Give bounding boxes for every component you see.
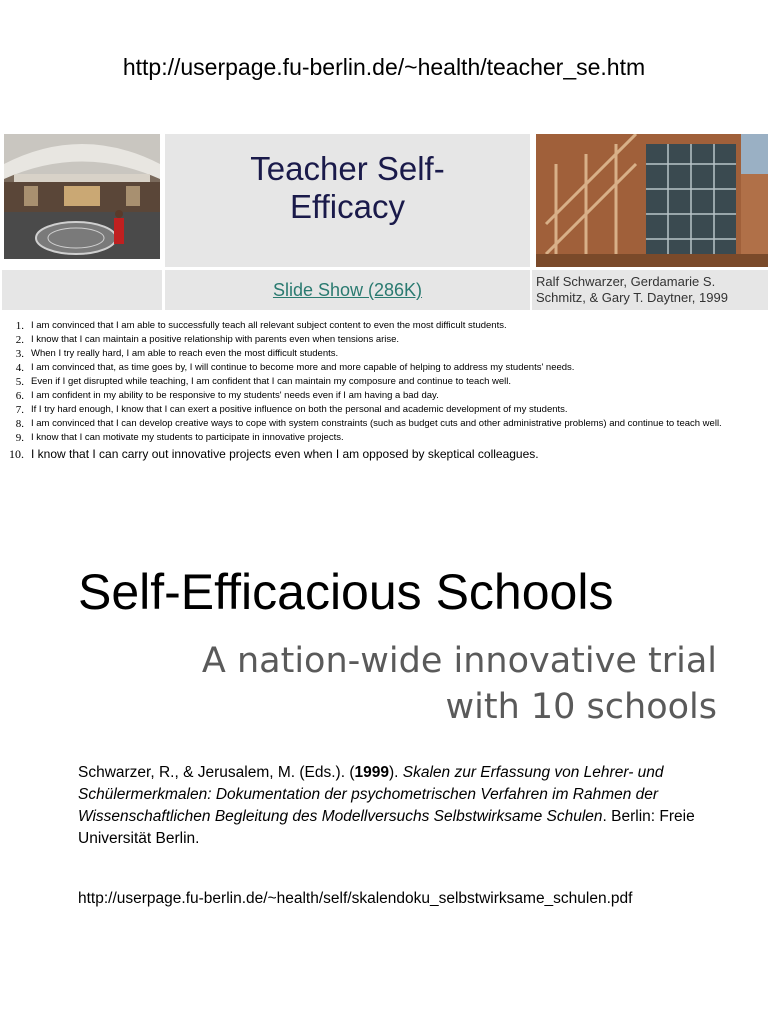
- top-url[interactable]: http://userpage.fu-berlin.de/~health/teacher_se.htm: [122, 54, 646, 80]
- item-number: 5.: [15, 376, 24, 388]
- list-item: [0, 347, 768, 361]
- scale-items-list: [0, 319, 768, 463]
- slide-show-link[interactable]: Slide Show (286K): [272, 280, 423, 300]
- item-number: 2.: [15, 334, 24, 346]
- item-number: 4.: [15, 362, 24, 374]
- item-number: 9.: [15, 432, 24, 444]
- list-item: [0, 389, 768, 403]
- building-image: [536, 134, 768, 267]
- subtitle-line-1: A nation-wide innovative trial: [201, 641, 717, 681]
- authors-line-1: Ralf Schwarzer, Gerdamarie S.: [536, 274, 716, 289]
- title-cell: [165, 134, 530, 267]
- banner-title-line-1: Teacher Self-: [250, 150, 445, 187]
- banner-title: [165, 150, 530, 226]
- item-text: I know that I can motivate my students to participate in innovative projects.: [31, 432, 344, 443]
- authors-line-2: Schmitz, & Gary T. Daytner, 1999: [536, 290, 728, 305]
- item-text: If I try hard enough, I know that I can exert a positive influence on both the personal and academic development of my students.: [31, 404, 568, 415]
- page-subtitle: [117, 638, 717, 730]
- item-number: 3.: [15, 348, 24, 360]
- reference-title: Skalen zur Erfassung von Lehrer- und Schülermerkmalen: Dokumentation der psychometrischen Verfahren im Rahmen der Wissenschaftlichen Begleitung des Modellversuchs Selbstwirksame Schulen: [78, 764, 664, 825]
- reference-publisher: . Berlin: Freie Universität Berlin.: [78, 808, 695, 847]
- list-item: [0, 375, 768, 389]
- subtitle-line-2: with 10 schools: [445, 687, 717, 727]
- building-photo: [536, 134, 768, 267]
- teacher-self-efficacy-banner: [0, 130, 768, 312]
- atrium-image: [4, 134, 160, 259]
- list-item: [0, 333, 768, 347]
- item-number: 8.: [15, 418, 24, 430]
- list-item: [0, 417, 768, 431]
- item-number: 6.: [15, 390, 24, 402]
- reference-separator: ).: [388, 764, 403, 781]
- reference-authors: Schwarzer, R., & Jerusalem, M. (Eds.). (: [78, 764, 355, 781]
- authors-cell: [532, 270, 768, 310]
- atrium-photo: [4, 134, 160, 259]
- item-text: I know that I can carry out innovative projects even when I am opposed by skeptical colleagues.: [31, 447, 539, 461]
- slide-show-cell: [165, 270, 530, 310]
- item-text: I am confident in my ability to be responsive to my students' needs even if I am having a bad day.: [31, 390, 439, 401]
- reference-citation: [78, 762, 718, 850]
- item-text: I am convinced that I am able to successfully teach all relevant subject content to even the most difficult students.: [31, 320, 507, 331]
- list-item: [0, 319, 768, 333]
- item-text: When I try really hard, I am able to reach even the most difficult students.: [31, 348, 339, 359]
- reference-year: 1999: [354, 764, 389, 781]
- item-text: I am convinced that I can develop creative ways to cope with system constraints (such as budget cuts and other administrative problems) and continue to teach well.: [31, 418, 722, 429]
- authors-text: [536, 274, 766, 306]
- list-item: [0, 361, 768, 375]
- banner-title-line-2: Efficacy: [290, 188, 405, 225]
- list-item: [0, 431, 768, 445]
- item-number: 10.: [9, 447, 24, 461]
- item-number: 7.: [15, 404, 24, 416]
- item-number: 1.: [15, 320, 24, 332]
- list-item: [0, 445, 768, 463]
- blank-cell: [2, 270, 162, 310]
- item-text: Even if I get disrupted while teaching, I am confident that I can maintain my composure and continue to teach well.: [31, 376, 512, 387]
- list-item: [0, 403, 768, 417]
- item-text: I am convinced that, as time goes by, I will continue to become more and more capable of helping to address my students' needs.: [31, 362, 575, 373]
- bottom-url[interactable]: http://userpage.fu-berlin.de/~health/self/skalendoku_selbstwirksame_schulen.pdf: [78, 890, 633, 907]
- page-title: Self-Efficacious Schools: [78, 564, 614, 620]
- item-text: I know that I can maintain a positive relationship with parents even when tensions arise.: [31, 334, 400, 345]
